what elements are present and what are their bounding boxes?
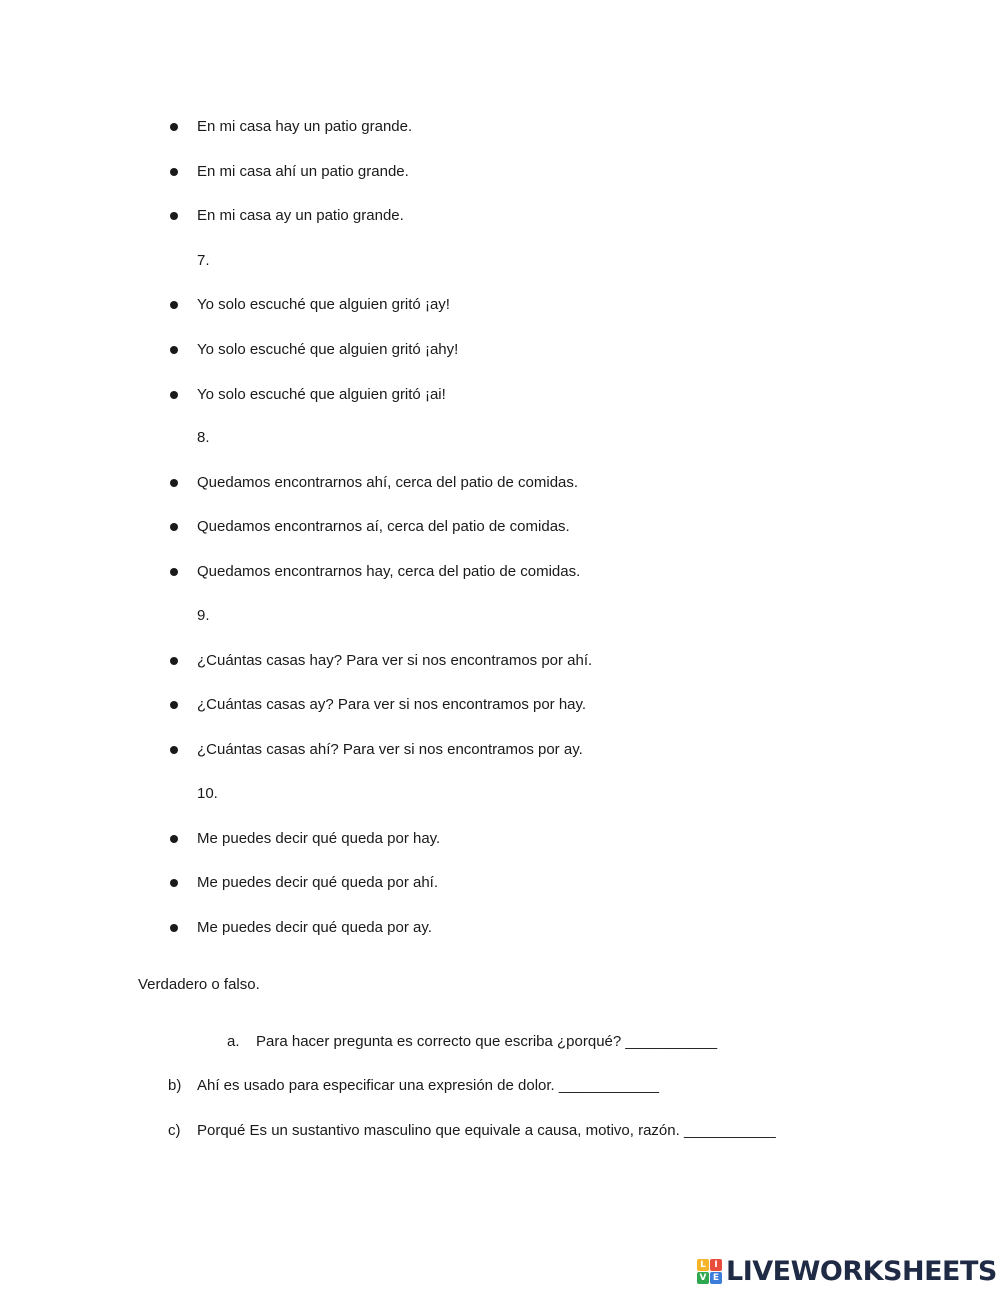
option-text: En mi casa ay un patio grande. — [197, 207, 404, 224]
item-text: Para hacer pregunta es correcto que escriba ¿porqué? ___________ — [256, 1033, 718, 1050]
bullet-icon — [170, 212, 178, 220]
option-text: Yo solo escuché que alguien gritó ¡ai! — [197, 386, 446, 403]
question-number-text: 7. — [197, 252, 210, 269]
bullet-icon — [170, 123, 178, 131]
option-text: Quedamos encontrarnos aí, cerca del patio de comidas. — [197, 518, 570, 535]
bullet-icon — [170, 924, 178, 932]
option-text: En mi casa ahí un patio grande. — [197, 163, 409, 180]
option-text: Me puedes decir qué queda por hay. — [197, 830, 441, 847]
bullet-icon — [170, 391, 178, 399]
logo-block: E — [710, 1272, 722, 1284]
bullet-icon — [170, 168, 178, 176]
live-blocks-icon — [697, 1259, 722, 1284]
item-text: Porqué Es un sustantivo masculino que equivale a causa, motivo, razón. ___________ — [197, 1122, 776, 1139]
option-text: Quedamos encontrarnos ahí, cerca del patio de comidas. — [197, 474, 579, 491]
item-marker: a. — [227, 1033, 240, 1050]
bullet-icon — [170, 568, 178, 576]
bullet-icon — [170, 479, 178, 487]
logo-block: L — [697, 1259, 709, 1271]
item-marker: c) — [168, 1122, 181, 1139]
item-marker: b) — [168, 1077, 182, 1094]
bullet-icon — [170, 835, 178, 843]
option-text: ¿Cuántas casas ay? Para ver si nos encontramos por hay. — [197, 696, 587, 713]
bullet-icon — [170, 346, 178, 354]
option-text: Yo solo escuché que alguien gritó ¡ahy! — [197, 341, 459, 358]
option-text: Me puedes decir qué queda por ahí. — [197, 874, 439, 891]
liveworksheets-logo — [697, 1255, 997, 1287]
logo-block: I — [710, 1259, 722, 1271]
option-text: Yo solo escuché que alguien gritó ¡ay! — [197, 296, 450, 313]
item-text: Ahí es usado para especificar una expresión de dolor. ____________ — [197, 1077, 660, 1094]
bullet-icon — [170, 301, 178, 309]
option-text: En mi casa hay un patio grande. — [197, 118, 413, 135]
bullet-icon — [170, 523, 178, 531]
option-text: ¿Cuántas casas ahí? Para ver si nos encontramos por ay. — [197, 741, 583, 758]
question-number-text: 9. — [197, 607, 210, 624]
option-text: ¿Cuántas casas hay? Para ver si nos encontramos por ahí. — [197, 652, 593, 669]
option-text: Me puedes decir qué queda por ay. — [197, 919, 432, 936]
question-number-text: 8. — [197, 429, 210, 446]
true-false-heading: Verdadero o falso. — [138, 976, 260, 993]
option-text: Quedamos encontrarnos hay, cerca del patio de comidas. — [197, 563, 581, 580]
bullet-icon — [170, 701, 178, 709]
logo-block: V — [697, 1272, 709, 1284]
bullet-icon — [170, 746, 178, 754]
bullet-icon — [170, 879, 178, 887]
bullet-icon — [170, 657, 178, 665]
logo-wordmark: LIVEWORKSHEETS — [726, 1255, 997, 1287]
question-number-text: 10. — [197, 785, 218, 802]
